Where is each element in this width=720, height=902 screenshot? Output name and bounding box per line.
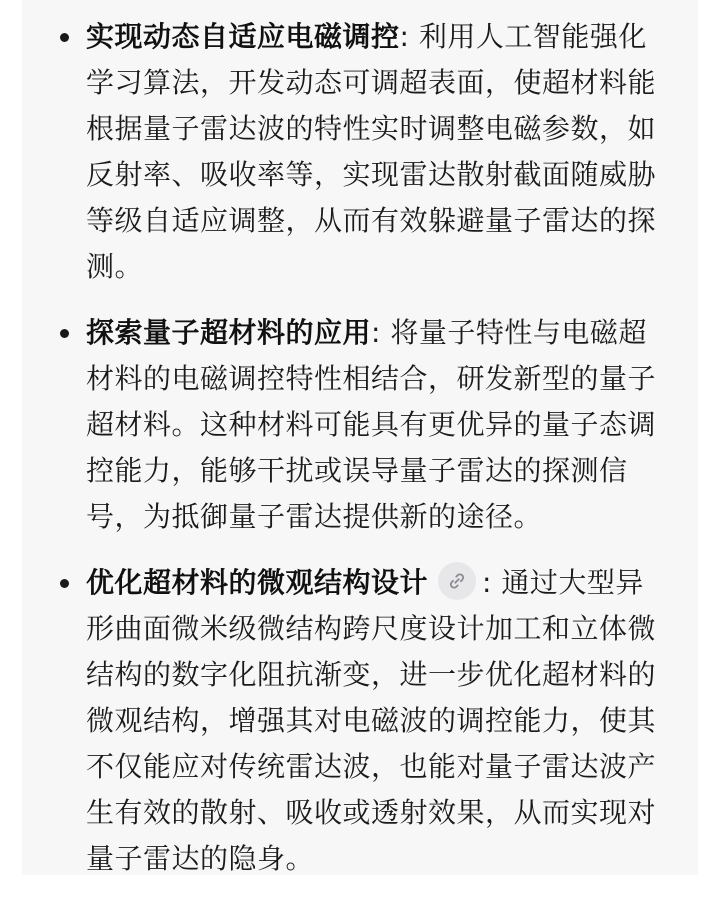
bullet-dot <box>60 329 69 338</box>
item-body: 将量子特性与电磁超材料的电磁调控特性相结合，研发新型的量子超材料。这种材料可能具有更优异的量子态调控能力，能够干扰或误导量子雷达的探测信号，为抵御量子雷达提供新的途径。 <box>86 316 657 533</box>
item-separator: : <box>482 566 492 599</box>
item-separator: : <box>371 316 381 349</box>
item-body: 利用人工智能强化学习算法，开发动态可调超表面，使超材料能根据量子雷达波的特性实时调整电磁参数，如反射率、吸收率等，实现雷达散射截面随威胁等级自适应调整，从而有效躲避量子雷达的探测。 <box>86 20 657 283</box>
item-body: 通过大型异形曲面微米级微结构跨尺度设计加工和立体微结构的数字化阻抗渐变，进一步优化超材料的微观结构，增强其对电磁波的调控能力，使其不仅能应对传统雷达波，也能对量子雷达波产生有效的散射、吸收或透射效果，从而实现对量子雷达的隐身。 <box>86 566 657 875</box>
content-card <box>22 0 698 875</box>
item-lead: 实现动态自适应电磁调控 <box>86 20 400 53</box>
item-lead: 优化超材料的微观结构设计 <box>86 566 429 599</box>
bullet-dot <box>60 33 69 42</box>
list-item <box>22 14 698 290</box>
list-item <box>22 310 698 540</box>
item-separator: : <box>399 20 410 53</box>
bullet-dot <box>60 579 69 588</box>
list-item <box>22 560 698 882</box>
bullet-list <box>22 14 698 902</box>
link-icon[interactable] <box>438 562 476 600</box>
item-lead: 探索量子超材料的应用 <box>86 316 372 349</box>
